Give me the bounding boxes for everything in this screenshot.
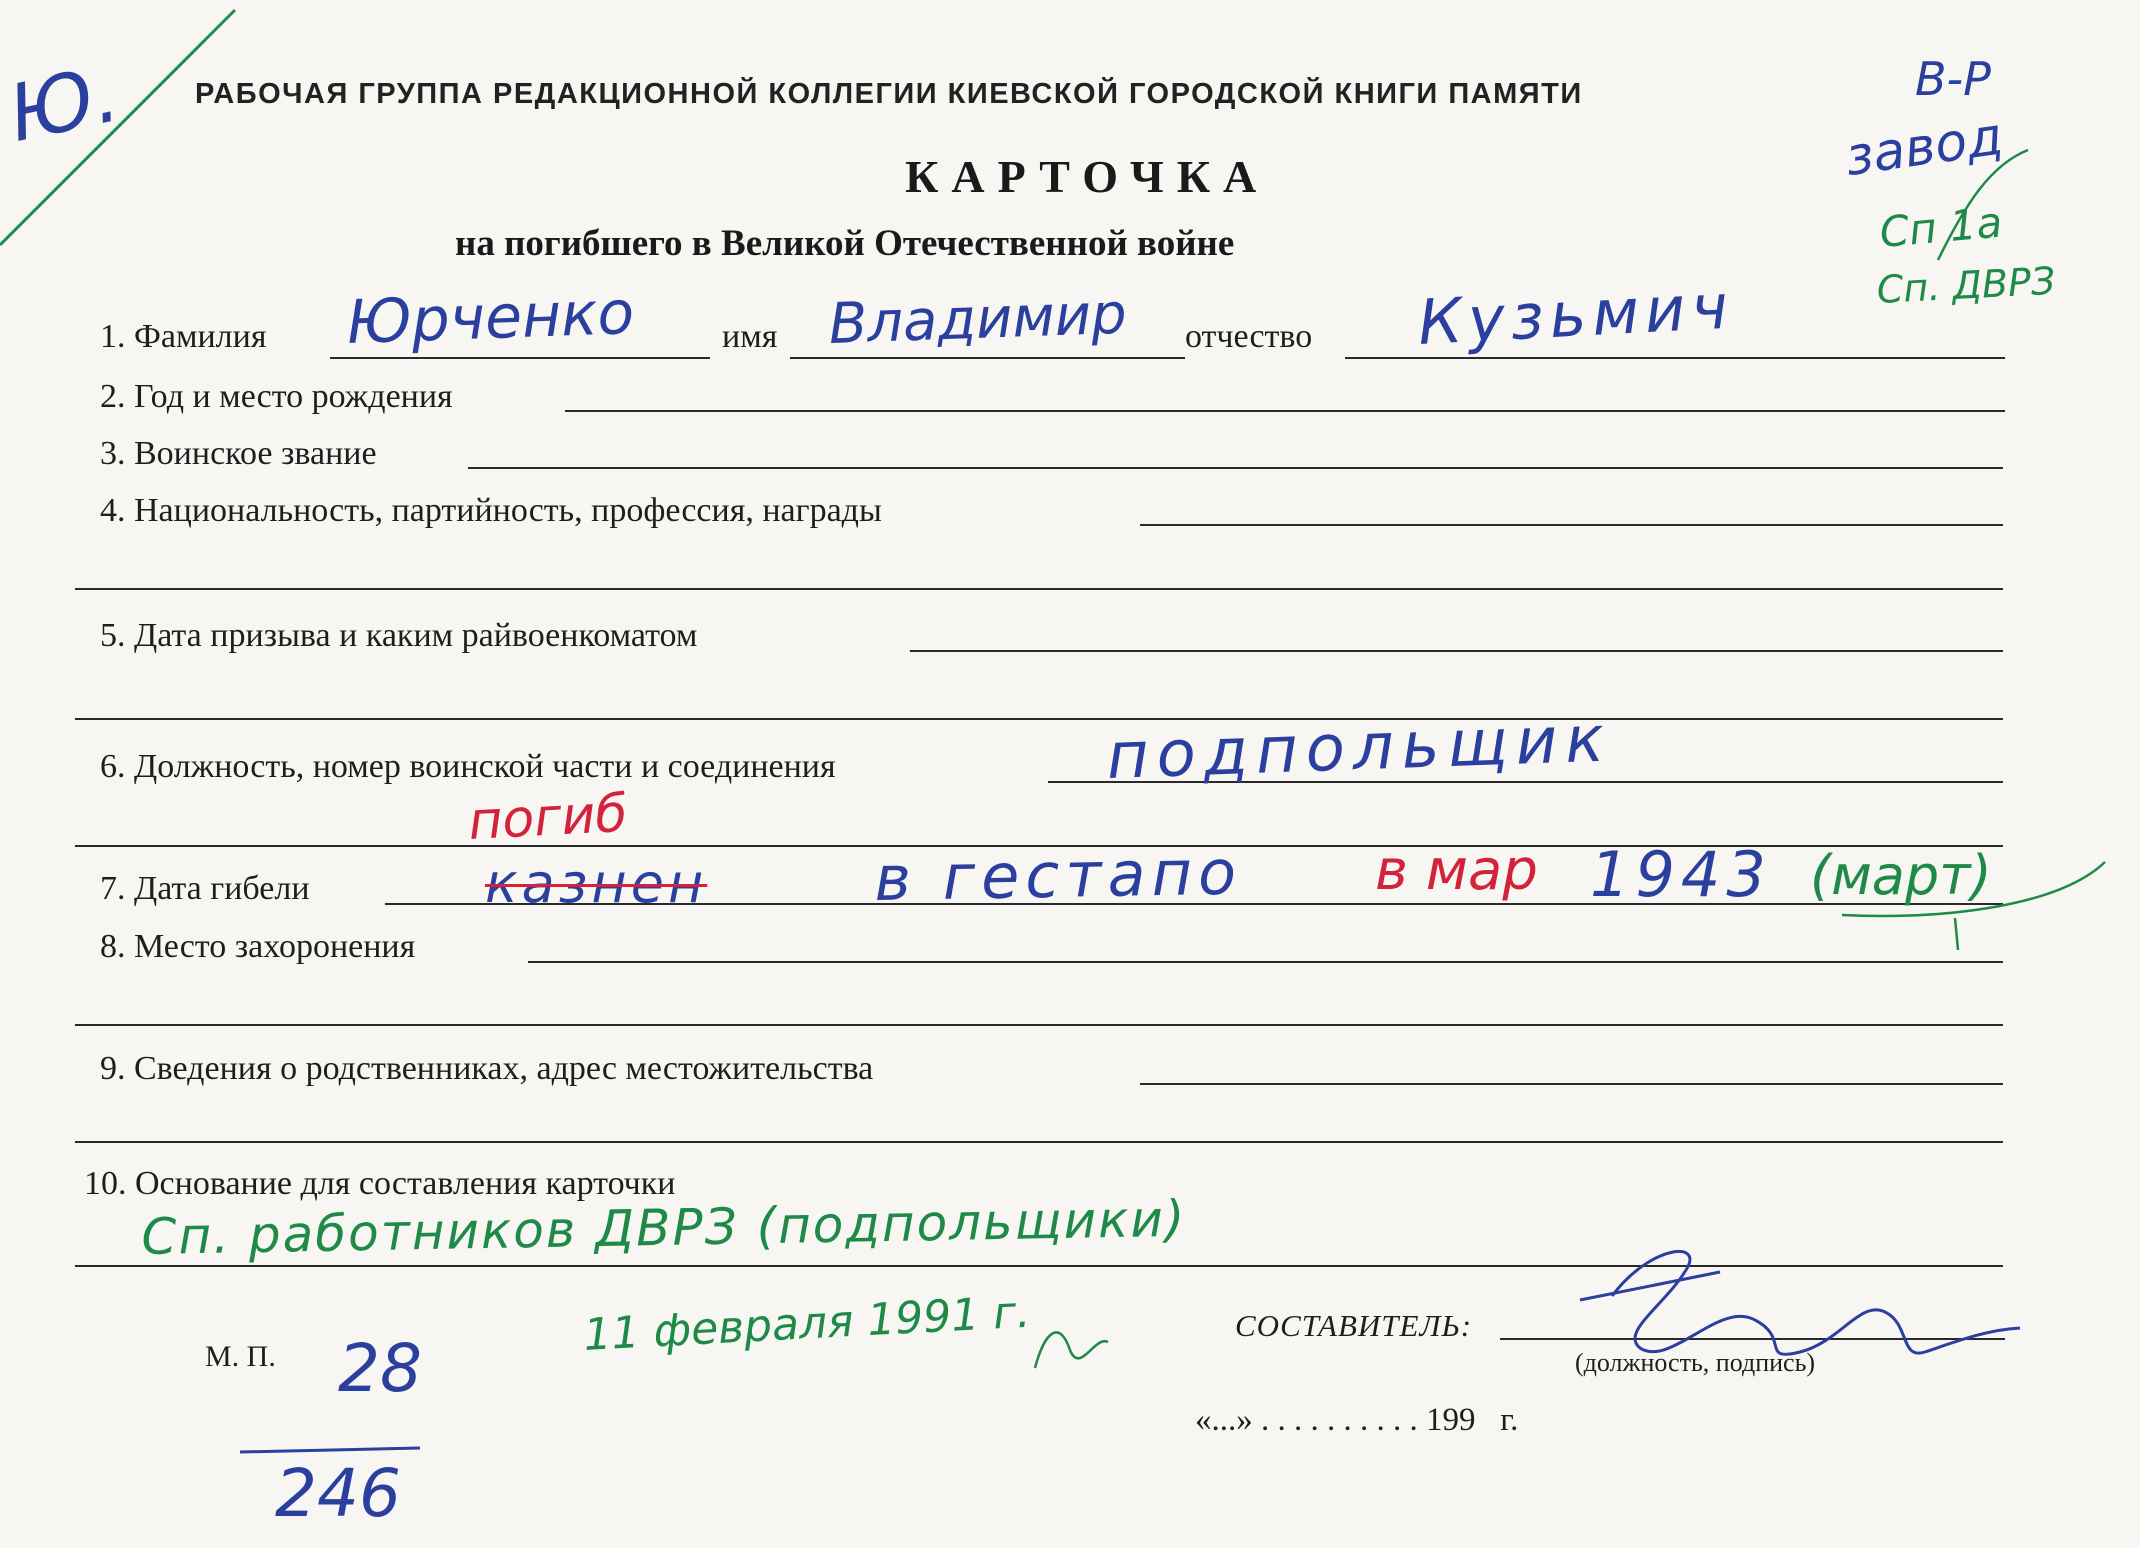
initials-stroke (1035, 1332, 1108, 1368)
field-basis-label: 10. Основание для составления карточки (84, 1165, 676, 1202)
relatives-line (1140, 1083, 2003, 1085)
nationality-line (1140, 524, 2003, 526)
death-bracket-tick-stroke (1955, 918, 1958, 950)
basis-line (75, 1265, 2003, 1267)
field-first-name-label: имя (722, 318, 778, 355)
card-subtitle: на погибшего в Великой Отечественной войне (455, 223, 1235, 264)
field-surname-label: 1. Фамилия (100, 318, 267, 355)
field-relatives-label: 9. Сведения о родственниках, адрес местожительства (100, 1050, 874, 1087)
field-conscription-label: 5. Дата призыва и каким райвоенкоматом (100, 617, 698, 654)
rank-line (468, 467, 2003, 469)
conscription-line-2 (75, 718, 2003, 720)
compiler-hint: (должность, подпись) (1575, 1348, 1816, 1377)
handwritten-death-place: в гестапо (873, 835, 1243, 915)
date-line: «...» . . . . . . . . . . 199 г. (1195, 1402, 1519, 1438)
field-burial-label: 8. Место захоронения (100, 928, 416, 965)
organization-header: РАБОЧАЯ ГРУППА РЕДАКЦИОННОЙ КОЛЛЕГИИ КИЕВСКОЙ ГОРОДСКОЙ КНИГИ ПАМЯТИ (195, 78, 1583, 110)
field-position-label: 6. Должность, номер воинской части и соединения (100, 748, 836, 785)
birth-line (565, 410, 2005, 412)
field-rank-label: 3. Воинское звание (100, 435, 377, 472)
stamp-place-label: М. П. (205, 1340, 276, 1373)
margin-note-3: Сп 1а (1877, 197, 2005, 257)
handwritten-corner-mark: Ю. (1, 49, 127, 160)
handwritten-death-correction: погиб (466, 783, 629, 852)
relatives-line-2 (75, 1141, 2003, 1143)
nationality-line-2 (75, 588, 2003, 590)
handwritten-stamp-number: 28 (338, 1330, 422, 1407)
handwritten-basis: Сп. работников ДВРЗ (подпольщики) (140, 1189, 1187, 1266)
margin-note-2: завод (1841, 106, 2007, 188)
handwritten-first-name: Владимир (827, 281, 1128, 357)
field-patronymic-label: отчество (1185, 318, 1313, 355)
handwritten-death-year: 1943 (1590, 838, 1772, 911)
handwritten-surname: Юрченко (345, 278, 636, 358)
fraction-bar-stroke (240, 1448, 420, 1452)
handwritten-position: подпольщик (1105, 702, 1614, 794)
first-name-line (790, 357, 1185, 359)
burial-line-2 (75, 1024, 2003, 1026)
conscription-line (910, 650, 2003, 652)
handwritten-stamp-number-below: 246 (275, 1455, 401, 1532)
handwritten-patronymic: Кузьмич (1416, 269, 1736, 359)
field-death-date-label: 7. Дата гибели (100, 870, 310, 907)
compiler-line (1500, 1338, 2005, 1340)
card-title: КАРТОЧКА (905, 151, 1270, 202)
burial-line (528, 961, 2003, 963)
field-nationality-label: 4. Национальность, партийность, профессия, награды (100, 492, 882, 529)
handwritten-death-month-green: (март) (1810, 844, 1992, 907)
compiler-label: СОСТАВИТЕЛЬ: (1235, 1308, 1473, 1343)
signature-underline-stroke (1580, 1272, 1720, 1300)
field-birth-label: 2. Год и место рождения (100, 378, 453, 415)
margin-note-4: Сп. ДВРЗ (1875, 258, 2057, 312)
handwritten-death-month-red: в мар (1375, 838, 1538, 903)
handwritten-date-signed: 11 февраля 1991 г. (582, 1286, 1032, 1361)
surname-line (330, 357, 710, 359)
margin-note-1: В-Р (1915, 52, 1991, 106)
handwritten-death-struck: казнен (485, 852, 708, 915)
